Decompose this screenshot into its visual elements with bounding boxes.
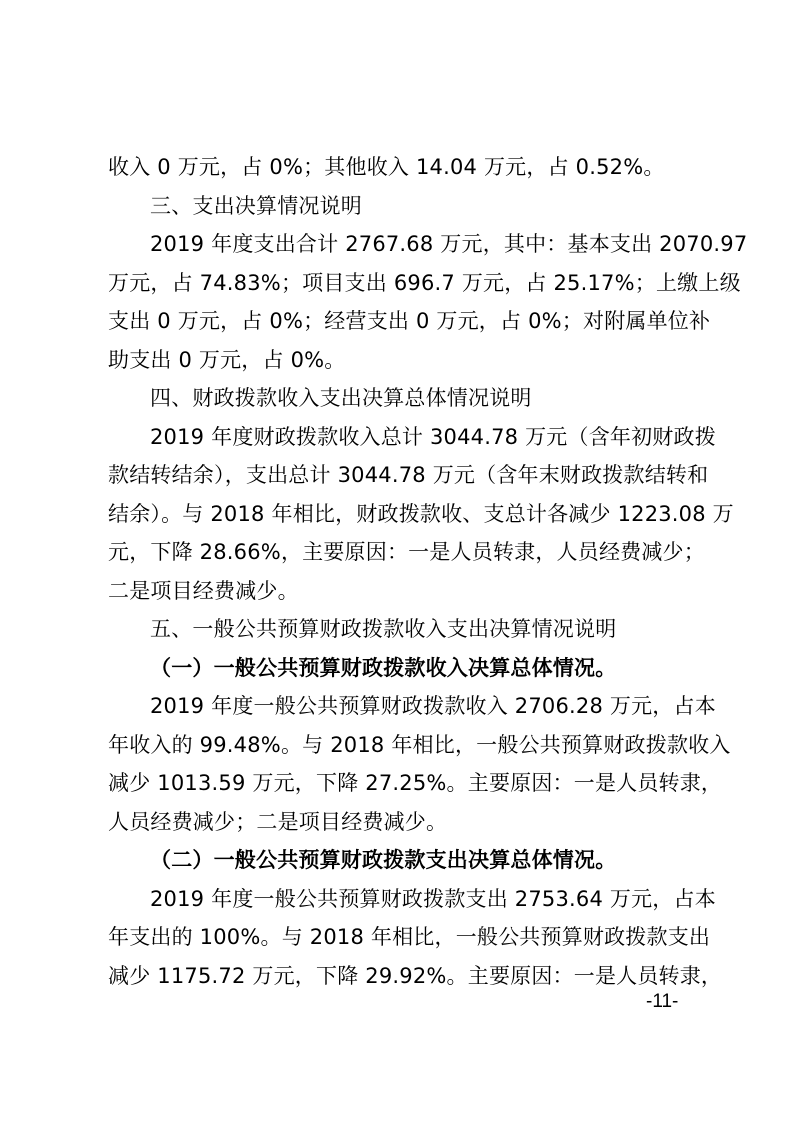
subsection-heading: （一）一般公共预算财政拨款收入决算总体情况。 xyxy=(150,655,617,680)
document-body xyxy=(108,148,748,995)
paragraph-line: 年支出的 100%。与 2018 年相比，一般公共预算财政拨款支出 xyxy=(108,925,711,949)
paragraph-line: 款结转结余），支出总计 3044.78 万元（含年末财政拨款结转和 xyxy=(108,463,709,487)
paragraph-line: 2019 年度一般公共预算财政拨款支出 2753.64 万元，占本 xyxy=(150,886,716,911)
paragraph-line: 收入 0 万元，占 0%；其他收入 14.04 万元，占 0.52%。 xyxy=(108,155,665,179)
paragraph-line: 减少 1013.59 万元，下降 27.25%。主要原因：一是人员转隶， xyxy=(108,771,723,795)
paragraph-line: 支出 0 万元，占 0%；经营支出 0 万元，占 0%；对附属单位补 xyxy=(108,309,711,333)
paragraph-line: 2019 年度支出合计 2767.68 万元，其中：基本支出 2070.97 xyxy=(150,232,748,256)
section-heading: 三、支出决算情况说明 xyxy=(150,193,362,218)
paragraph-line: 2019 年度一般公共预算财政拨款收入 2706.28 万元，占本 xyxy=(150,694,716,718)
paragraph-line: 结余）。与 2018 年相比，财政拨款收、支总计各减少 1223.08 万 xyxy=(108,501,734,526)
paragraph-line: 年收入的 99.48%。与 2018 年相比，一般公共预算财政拨款收入 xyxy=(108,732,731,757)
page-number: -11- xyxy=(646,991,679,1012)
paragraph-line: 二是项目经费减少。 xyxy=(108,578,299,603)
section-heading: 四、财政拨款收入支出决算总体情况说明 xyxy=(150,386,532,410)
subsection-heading: （二）一般公共预算财政拨款支出决算总体情况。 xyxy=(150,848,617,872)
section-heading: 五、一般公共预算财政拨款收入支出决算情况说明 xyxy=(150,617,617,641)
paragraph-line: 助支出 0 万元，占 0%。 xyxy=(108,347,346,372)
paragraph-line: 元，下降 28.66%，主要原因：一是人员转隶，人员经费减少； xyxy=(108,540,705,564)
paragraph-line: 2019 年度财政拨款收入总计 3044.78 万元（含年初财政拨 xyxy=(150,424,716,449)
paragraph-line: 人员经费减少；二是项目经费减少。 xyxy=(108,809,448,834)
paragraph-line: 万元，占 74.83%；项目支出 696.7 万元，占 25.17%；上缴上级 xyxy=(108,270,741,295)
paragraph-line: 减少 1175.72 万元，下降 29.92%。主要原因：一是人员转隶， xyxy=(108,963,723,988)
